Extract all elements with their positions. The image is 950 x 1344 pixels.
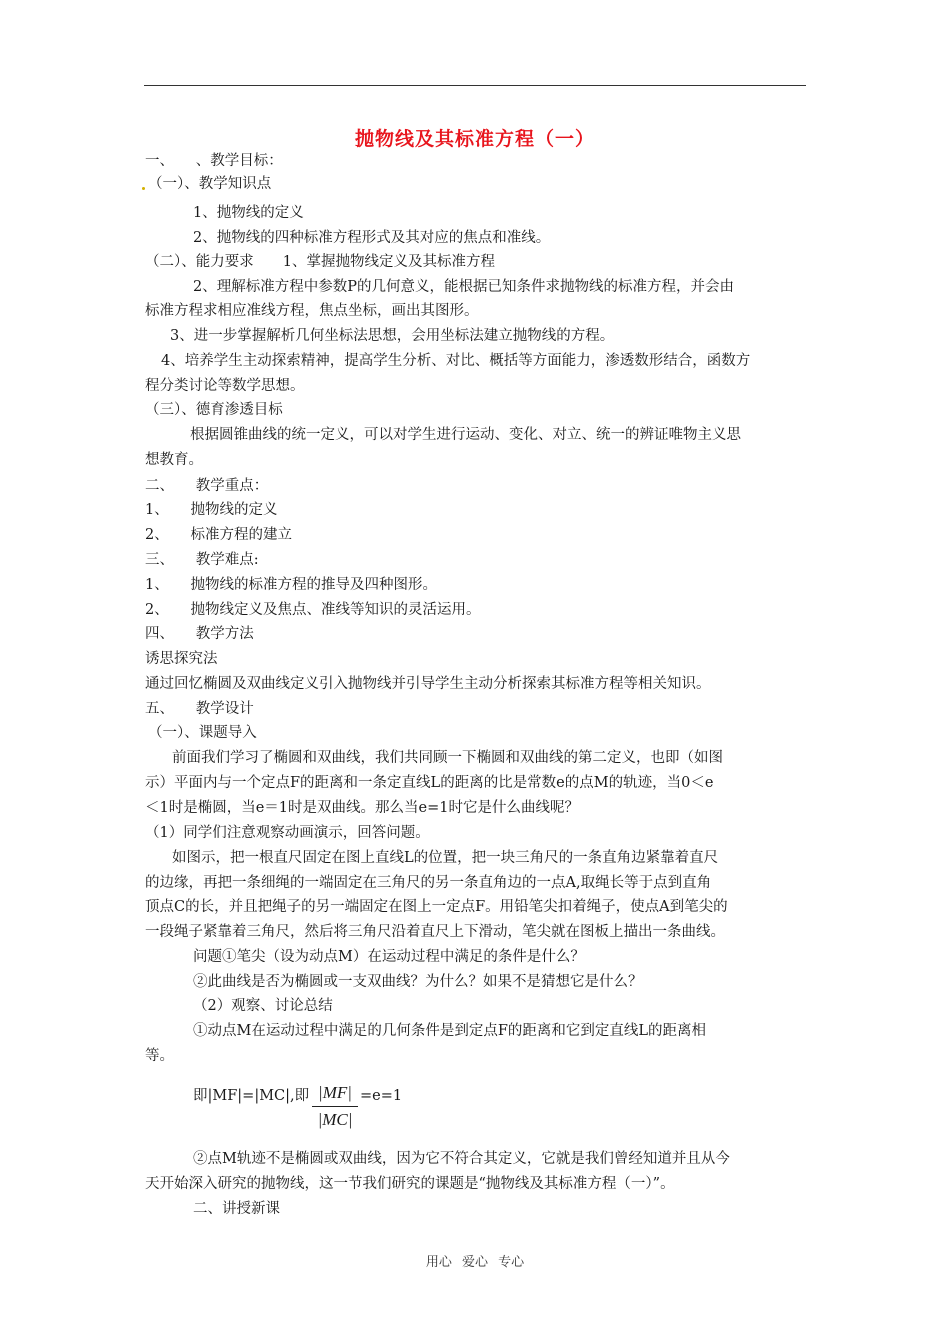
- text-line: ②此曲线是否为椭圆或一支双曲线？为什么？如果不是猜想它是什么？: [193, 974, 643, 990]
- text-line: （2）观察、讨论总结: [193, 998, 333, 1014]
- text-line: 如图示，把一根直尺固定在图上直线L的位置，把一块三角尺的一条直角边紧靠着直尺: [172, 850, 719, 866]
- text-line: 等。: [145, 1048, 174, 1064]
- text-line: 通过回忆椭圆及双曲线定义引入抛物线并引导学生主动分析探索其标准方程等相关知识。: [145, 676, 711, 692]
- text-line: 示）平面内与一个定点F的距离和一条定直线L的距离的比是常数e的点M的轨迹，当0＜e: [145, 775, 714, 791]
- text-line: 前面我们学习了椭圆和双曲线，我们共同顾一下椭圆和双曲线的第二定义，也即（如图: [172, 750, 723, 766]
- text-line: 2、理解标准方程中参数P的几何意义，能根据已知条件求抛物线的标准方程，并会由: [193, 279, 734, 295]
- text-line: ①动点M在运动过程中满足的几何条件是到定点F的距离和它到定直线L的距离相: [193, 1023, 707, 1039]
- fraction-denominator: |MC|: [317, 1110, 353, 1129]
- text-line: ＜1时是椭圆，当e＝1时是双曲线。那么当e=1时它是什么曲线呢？: [145, 800, 579, 816]
- text-line: 一、 、教学目标：: [145, 153, 283, 169]
- text-line: 3、进一步掌握解析几何坐标法思想，会用坐标法建立抛物线的方程。: [170, 328, 615, 344]
- text-line: 1、抛物线的定义: [193, 205, 304, 221]
- text-line: 问题①笔尖（设为动点M）在运动过程中满足的条件是什么？: [193, 949, 585, 965]
- fraction-formula: [312, 1083, 358, 1130]
- text-line: 五、 教学设计: [145, 701, 254, 717]
- text-line: （一）、教学知识点: [148, 176, 272, 192]
- text-line: （一）、课题导入: [148, 725, 257, 741]
- formula-prefix: 即|MF|=|MC|,即: [193, 1088, 310, 1104]
- text-line: 2、 标准方程的建立: [145, 527, 292, 543]
- text-line: 1、 抛物线的定义: [145, 502, 278, 518]
- text-line: 根据圆锥曲线的统一定义，可以对学生进行运动、变化、对立、统一的辨证唯物主义思: [190, 427, 741, 443]
- text-line: （1）同学们注意观察动画演示，回答问题。: [145, 825, 430, 841]
- text-line: 三、 教学难点:: [145, 552, 259, 568]
- text-line: 一段绳子紧靠着三角尺，然后将三角尺沿着直尺上下滑动，笔尖就在图板上描出一条曲线。: [145, 924, 725, 940]
- header-rule: [144, 85, 806, 86]
- formula-suffix: =e=1: [360, 1088, 403, 1104]
- document-title: 抛物线及其标准方程（一）: [354, 128, 595, 150]
- text-line: 程分类讨论等数学思想。: [145, 378, 305, 394]
- text-line: 四、 教学方法: [145, 626, 254, 642]
- text-line: 诱思探究法: [145, 651, 218, 667]
- text-line: 天开始深入研究的抛物线，这一节我们研究的课题是“抛物线及其标准方程（一）”。: [145, 1176, 675, 1192]
- text-line: 二、 教学重点：: [145, 478, 269, 494]
- mark-dot: [142, 187, 145, 190]
- text-line: （三）、德育渗透目标: [145, 402, 283, 418]
- fraction-numerator: |MF|: [312, 1083, 358, 1107]
- text-line: 想教育。: [145, 452, 203, 468]
- text-line: 2、 抛物线定义及焦点、准线等知识的灵活运用。: [145, 602, 481, 618]
- text-line: 4、培养学生主动探索精神，提高学生分析、对比、概括等方面能力，渗透数形结合，函数方: [161, 353, 751, 369]
- text-line: （二）、能力要求 1、掌握抛物线定义及其标准方程: [145, 254, 495, 270]
- page-footer: 用心 爱心 专心: [425, 1255, 525, 1270]
- text-line: 标准方程求相应准线方程，焦点坐标，画出其图形。: [145, 303, 479, 319]
- text-line: 2、抛物线的四种标准方程形式及其对应的焦点和准线。: [193, 230, 551, 246]
- text-line: 顶点C的长，并且把绳子的另一端固定在图上一定点F。用铅笔尖扣着绳子，使点A到笔尖的: [145, 899, 728, 915]
- text-line: 的边缘，再把一条细绳的一端固定在三角尺的另一条直角边的一点A,取绳长等于点到直角: [145, 875, 712, 891]
- text-line: 1、 抛物线的标准方程的推导及四种图形。: [145, 577, 437, 593]
- text-line: 二、讲授新课: [193, 1201, 280, 1217]
- text-line: ②点M轨迹不是椭圆或双曲线，因为它不符合其定义，它就是我们曾经知道并且从今: [193, 1151, 730, 1167]
